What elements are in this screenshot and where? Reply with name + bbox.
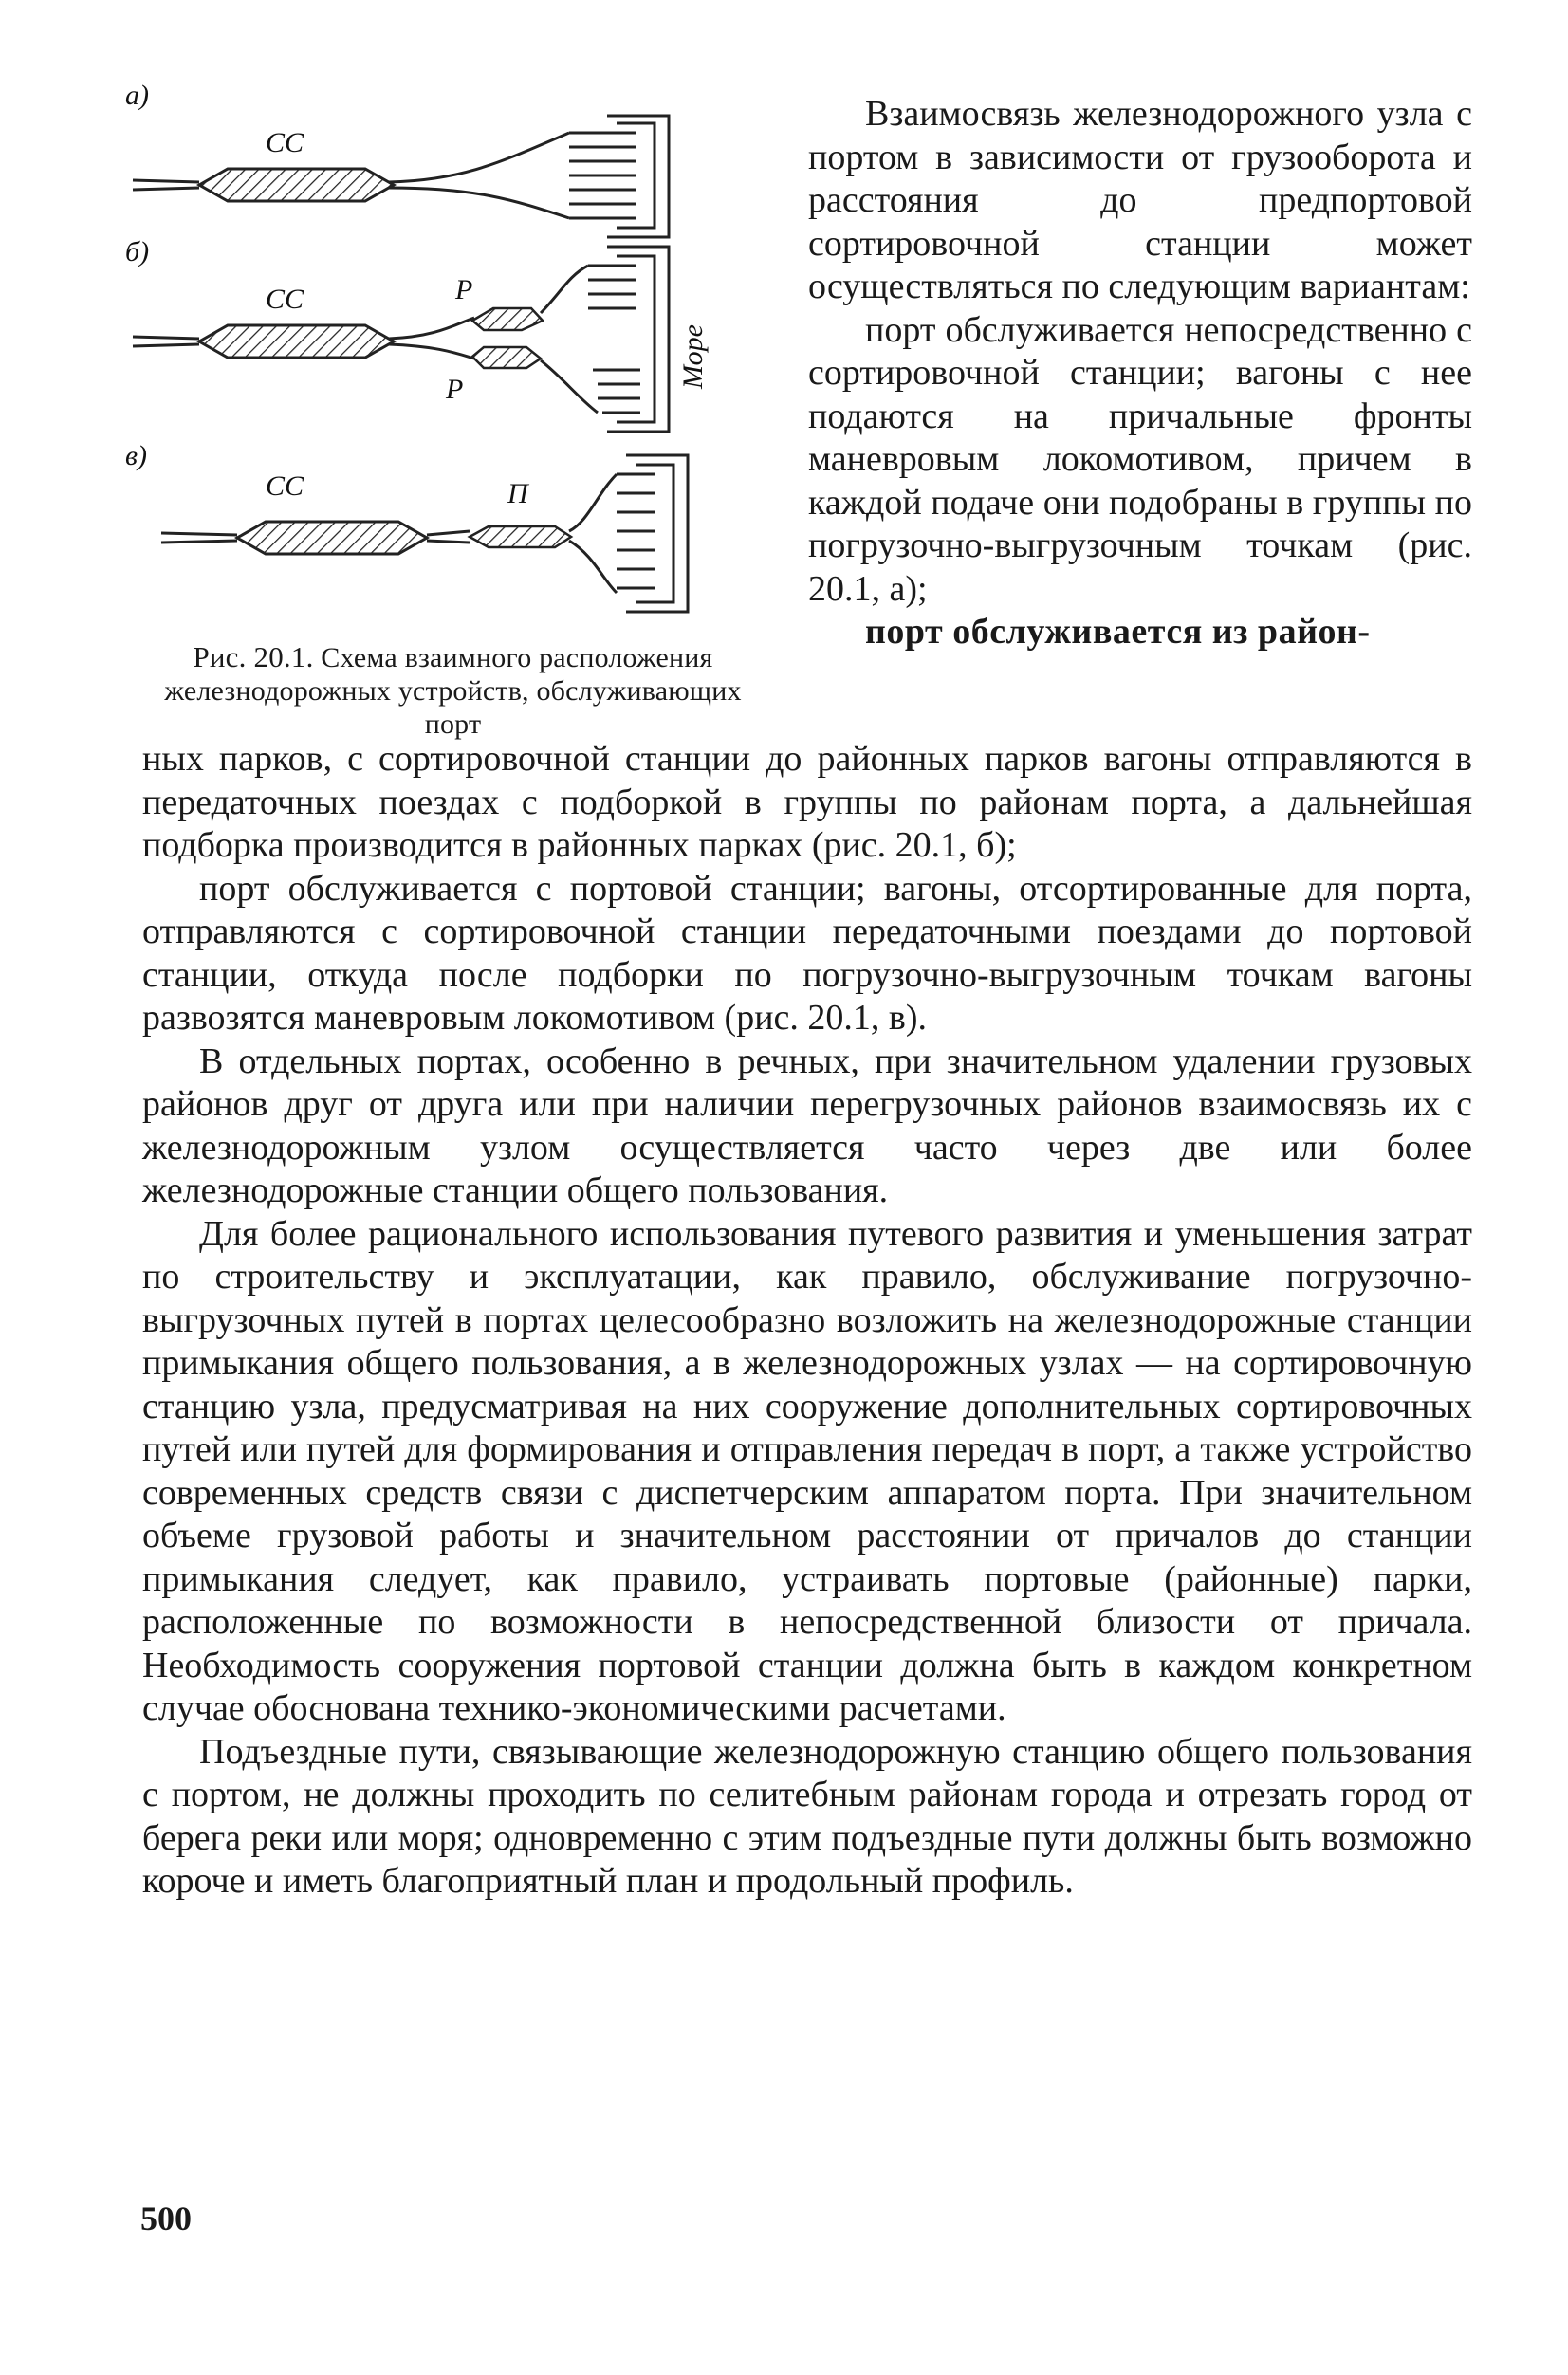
port-station-c <box>470 526 571 547</box>
berths-c <box>617 455 688 612</box>
figure-caption <box>138 640 768 741</box>
sea-label: Море <box>677 324 709 389</box>
variant-3-paragraph: порт обслуживается с портовой станции; вагоны, отсортированные для порта, отправляются с сортировочной станции передаточными поездами до портовой станции, откуда после подборки по погрузочно-выгрузочным точкам вагоны развозятся маневровым локомотивом (рис. 20.1, в). <box>142 868 1472 1038</box>
cc-label-b: СС <box>266 284 304 315</box>
separate-ports-paragraph: В отдельных портах, особенно в речных, при значительном удалении грузовых районов друг от друга или при наличии перегрузочных районов взаимосвязь их с железнодорожным узлом осуществляется часто через две или более железнодорожные станции общего пользования. <box>142 1040 1472 1210</box>
district-park-label-lower: Р <box>446 374 464 405</box>
access-tracks-paragraph: Подъездные пути, связывающие железнодорожную станцию общего пользования с портом, не должны проходить по селитебным районам города и отрезать город от берега реки или моря; одновременно с этим подъездные пути должны быть возможно короче и иметь благоприятный план и продольный профиль. <box>142 1731 1472 1901</box>
caption-text: Схема взаимного расположения железнодорожных устройств, обслуживающих порт <box>164 642 742 740</box>
district-park-label-upper: Р <box>455 274 473 305</box>
page-number: 500 <box>140 2200 192 2237</box>
sorting-station-b <box>199 325 394 358</box>
variant-1-paragraph: порт обслуживается непосредственно с сортировочной станции; вагоны с нее подаются на причальные фронты маневровым локомотивом, причем в каждой подаче они подобраны в группы по погрузочно-выгрузочным точкам (рис. 20.1, а); <box>808 309 1472 609</box>
right-column <box>808 93 1472 654</box>
panel-b-label: б) <box>125 236 150 267</box>
caption-lead: Рис. 20.1. <box>193 640 314 673</box>
intro-paragraph: Взаимосвязь железнодорожного узла с портом в зависимости от грузооборота и расстояния до предпортовой сортировочной станции может осуществляться по следующим вариантам: <box>808 94 1472 306</box>
figure-diagram <box>123 76 787 645</box>
panel-c-label: в) <box>125 440 148 471</box>
sorting-station-c <box>237 522 427 554</box>
cc-label-c: СС <box>266 470 304 502</box>
berths-b <box>588 247 669 432</box>
cc-label-a: СС <box>266 127 304 158</box>
rational-use-paragraph: Для более рационального использования путевого развития и уменьшения затрат по строительству и эксплуатации, как правило, обслуживание погрузочно-выгрузочных путей в портах целесообразно возложить на железнодорожные станции примыкания общего пользования, а в железнодорожных узлах — на сортировочную станцию узла, предусматривая на них сооружение дополнительных сортировочных путей или путей для формирования и отправления передач в порт, а также устройство современных средств связи с диспетчерским аппаратом порта. При значительном объеме грузовой работы и значительном расстоянии от причалов до станции примыкания следует, как правило, устраивать портовые (районные) парки, расположенные по возможности в непосредственной близости от причала. Необходимость сооружения портовой станции должна быть в каждом конкретном случае обоснована технико-экономическими расчетами. <box>142 1213 1472 1728</box>
berths-a <box>569 116 669 237</box>
figure-20-1 <box>123 76 787 645</box>
panel-a-label: а) <box>125 80 149 111</box>
sorting-station-a <box>199 169 394 201</box>
district-park-upper <box>472 308 543 330</box>
variant-2-continuation: ных парков, с сортировочной станции до районных парков вагоны отправляются в передаточных поездах с подборкой в группы по районам порта, а дальнейшая подборка производится в районных парках (рис. 20.1, б); <box>142 739 1472 865</box>
port-station-label: П <box>507 478 528 509</box>
district-park-lower <box>472 347 541 368</box>
main-text <box>142 738 1472 1904</box>
variant-2-start: порт обслуживается из район- <box>865 612 1371 652</box>
